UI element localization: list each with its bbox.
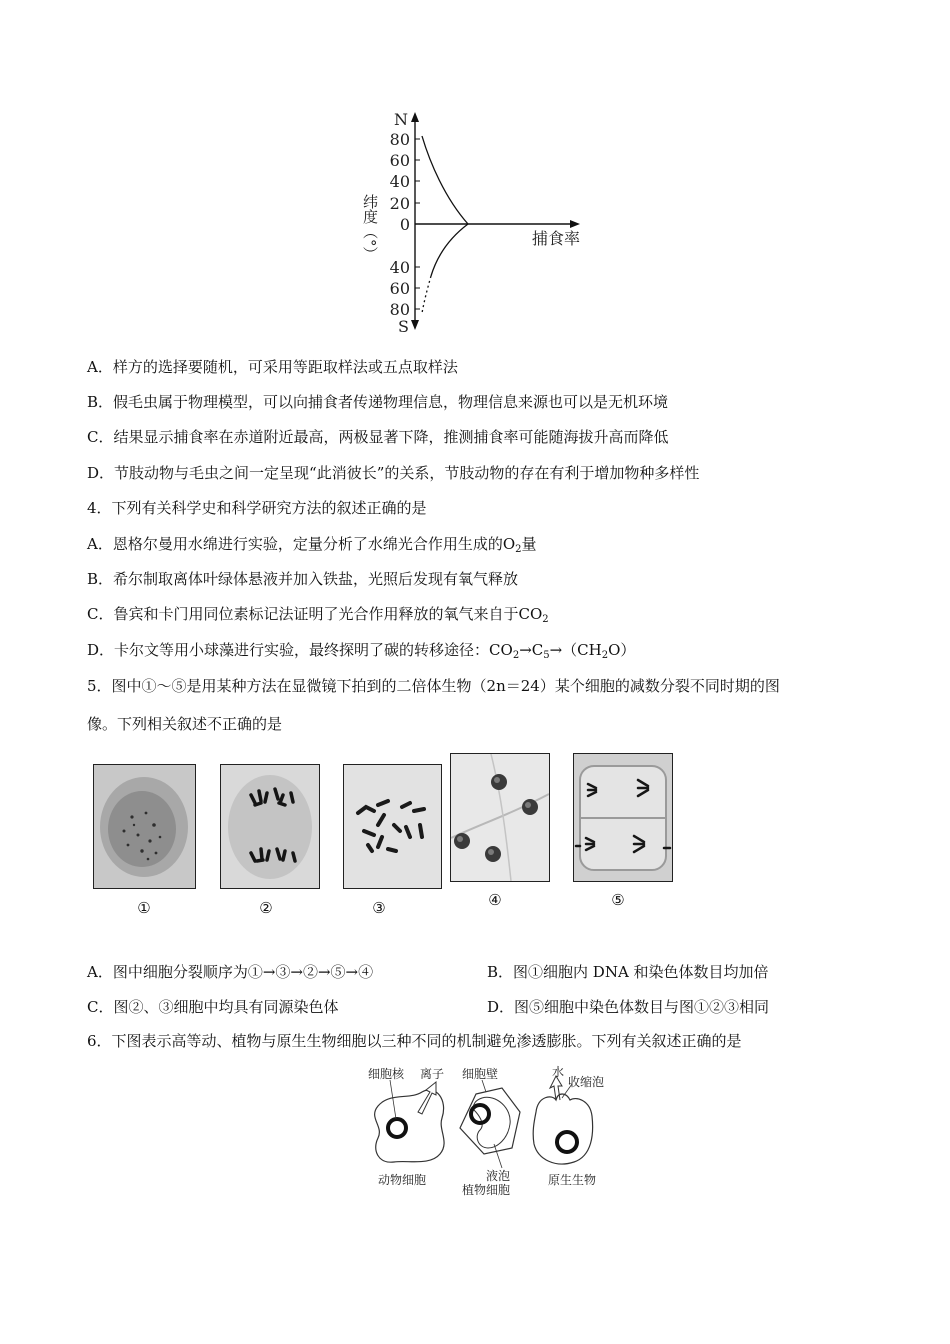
q5-stem-line1: 5．图中①～⑤是用某种方法在显微镜下拍到的二倍体生物（2n＝24）某个细胞的减数分裂不同时期的图 bbox=[87, 677, 780, 695]
q3-option-c: C．结果显示捕食率在赤道附近最高，两极显著下降，推测捕食率可能随海拔升高而降低 bbox=[87, 428, 669, 446]
micrograph-2 bbox=[220, 764, 320, 889]
tick-60s: 60 bbox=[389, 279, 410, 298]
micrograph-3 bbox=[343, 764, 442, 889]
tick-80n: 80 bbox=[389, 130, 410, 149]
x-axis-label: 捕食率 bbox=[532, 229, 581, 248]
north-curve bbox=[422, 136, 468, 224]
label-plant: 植物细胞 bbox=[462, 1183, 511, 1197]
protist-nucleus bbox=[557, 1132, 577, 1152]
q5-option-b: B．图①细胞内 DNA 和染色体数目均加倍 bbox=[487, 963, 769, 981]
tick-N: N bbox=[394, 110, 408, 129]
south-curve-solid bbox=[431, 224, 468, 276]
q3-option-d: D．节肢动物与毛虫之间一定呈现“此消彼长”的关系，节肢动物的存在有利于增加物种多样性 bbox=[87, 464, 700, 482]
q6-stem: 6．下图表示高等动、植物与原生生物细胞以三种不同的机制避免渗透膨胀。下列有关叙述正确的是 bbox=[87, 1032, 742, 1050]
tick-40s: 40 bbox=[389, 258, 410, 277]
label-water: 水 bbox=[552, 1065, 565, 1079]
water-arrow bbox=[550, 1076, 562, 1100]
micrograph-1 bbox=[93, 764, 196, 889]
label-ion: 离子 bbox=[420, 1067, 445, 1081]
q5-stem-line2: 像。下列相关叙述不正确的是 bbox=[87, 715, 283, 733]
label-nucleus: 细胞核 bbox=[368, 1067, 405, 1081]
south-curve-dashed bbox=[422, 276, 431, 313]
label-vacuole: 液泡 bbox=[486, 1169, 511, 1183]
plant-nucleus bbox=[471, 1105, 489, 1123]
protist-outline bbox=[533, 1094, 592, 1164]
label-wall: 细胞壁 bbox=[462, 1067, 499, 1081]
q4-option-b: B．希尔制取离体叶绿体悬液并加入铁盐，光照后发现有氧气释放 bbox=[87, 570, 519, 588]
tick-20n: 20 bbox=[389, 194, 410, 213]
y-axis-label: 纬度（°） bbox=[361, 194, 379, 262]
q4-option-d: D．卡尔文等用小球藻进行实验，最终探明了碳的转移途径：$CO_2\to C_5\to(CH_2O)$ bbox=[87, 641, 636, 661]
tick-40n: 40 bbox=[389, 172, 410, 191]
micrograph-label-4: ④ bbox=[488, 891, 502, 909]
q5-option-d: D．图⑤细胞中染色体数目与图①②③相同 bbox=[487, 998, 770, 1016]
tick-S: S bbox=[398, 317, 409, 336]
plant-cell-wall bbox=[460, 1088, 520, 1154]
animal-cell-outline bbox=[375, 1090, 444, 1162]
q4-stem: 4．下列有关科学史和科学研究方法的叙述正确的是 bbox=[87, 499, 427, 517]
micrograph-label-2: ② bbox=[259, 899, 273, 917]
label-animal: 动物细胞 bbox=[378, 1173, 427, 1187]
label-protist: 原生生物 bbox=[548, 1173, 597, 1187]
q5-option-a: A．图中细胞分裂顺序为①→③→②→⑤→④ bbox=[87, 963, 374, 981]
animal-nucleus bbox=[388, 1119, 406, 1137]
tick-60n: 60 bbox=[389, 151, 410, 170]
q3-option-a: A．样方的选择要随机，可采用等距取样法或五点取样法 bbox=[87, 358, 458, 376]
micrograph-label-1: ① bbox=[137, 899, 151, 917]
q3-option-b: B．假毛虫属于物理模型，可以向捕食者传递物理信息，物理信息来源也可以是无机环境 bbox=[87, 393, 669, 411]
tick-80s: 80 bbox=[389, 300, 410, 319]
latitude-predation-graph bbox=[360, 108, 600, 338]
q5-option-c: C．图②、③细胞中均具有同源染色体 bbox=[87, 998, 339, 1016]
micrograph-4 bbox=[450, 753, 550, 882]
tick-0: 0 bbox=[399, 215, 410, 234]
q4-option-c: C．鲁宾和卡门用同位素标记法证明了光合作用释放的氧气来自于$CO_2$ bbox=[87, 605, 549, 625]
ion-arrow bbox=[418, 1082, 436, 1114]
micrograph-label-5: ⑤ bbox=[611, 891, 625, 909]
micrograph-label-3: ③ bbox=[372, 899, 386, 917]
q4-option-a: A．恩格尔曼用水绵进行实验，定量分析了水绵光合作用生成的$O_2$量 bbox=[87, 535, 537, 555]
osmosis-cells-diagram bbox=[360, 1064, 630, 1199]
label-contractile: 收缩泡 bbox=[568, 1075, 605, 1089]
micrograph-5 bbox=[573, 753, 673, 882]
